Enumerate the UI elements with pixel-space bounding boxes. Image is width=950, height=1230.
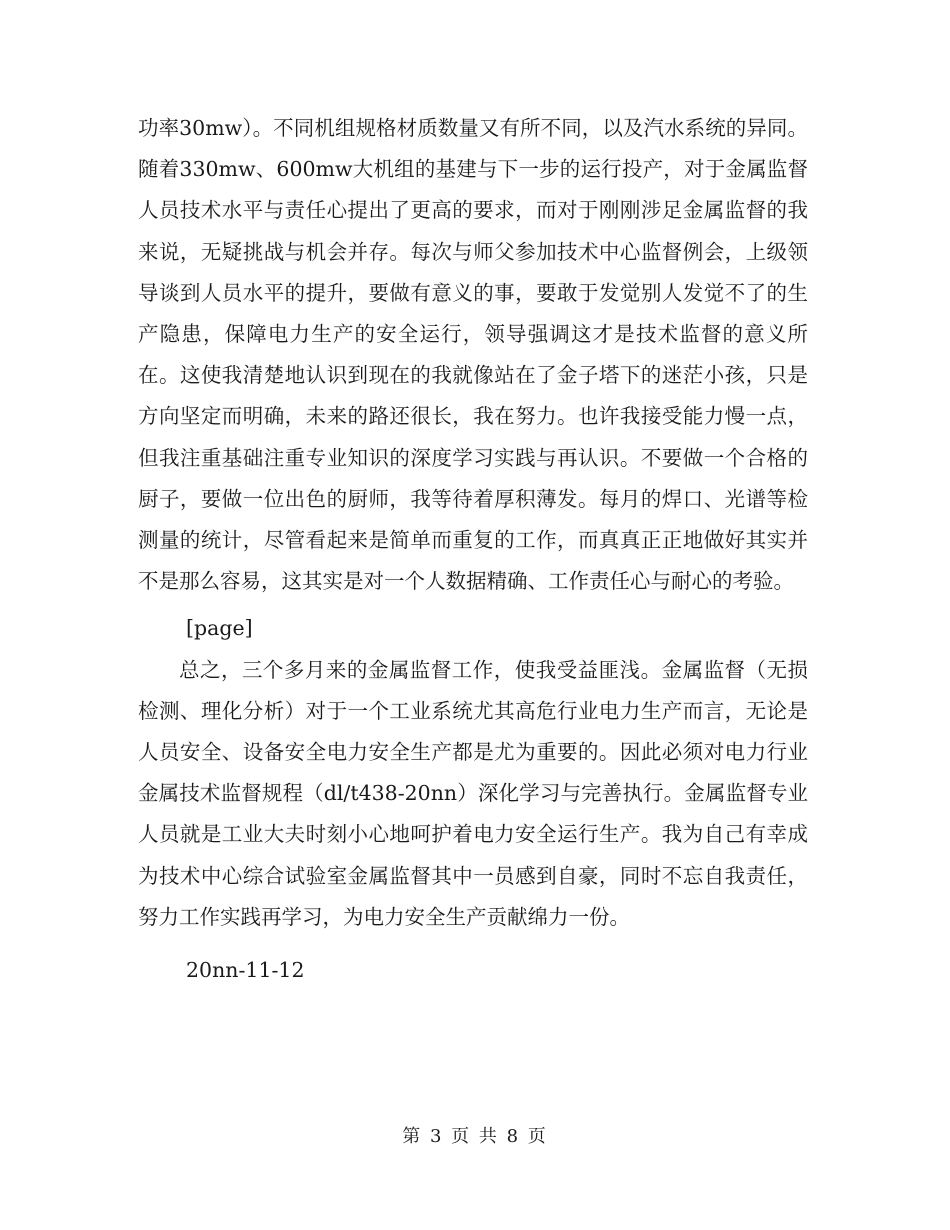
- document-body: [138, 108, 808, 991]
- body-paragraph-continued: 功率30mw）。不同机组规格材质数量又有所不同，以及汽水系统的异同。随着330mw、600mw大机组的基建与下一步的运行投产，对于金属监督人员技术水平与责任心提出了更高的要求，而对于刚刚涉足金属监督的我来说，无疑挑战与机会并存。每次与师父参加技术中心监督例会，上级领导谈到人员水平的提升，要做有意义的事，要敢于发觉别人发觉不了的生产隐患，保障电力生产的安全运行，领导强调这才是技术监督的意义所在。这使我清楚地认识到现在的我就像站在了金子塔下的迷茫小孩，只是方向坚定而明确，未来的路还很长，我在努力。也许我接受能力慢一点，但我注重基础注重专业知识的深度学习实践与再认识。不要做一个合格的厨子，要做一位出色的厨师，我等待着厚积薄发。每月的焊口、光谱等检测量的统计，尽管看起来是简单而重复的工作，而真真正正地做好其实并不是那么容易，这其实是对一个人数据精确、工作责任心与耐心的考验。: [138, 116, 808, 594]
- page-marker: [page]: [186, 616, 253, 641]
- body-paragraph-conclusion: 总之，三个多月来的金属监督工作，使我受益匪浅。金属监督（无损检测、理化分析）对于一个工业系统尤其高危行业电力生产而言，无论是人员安全、设备安全电力安全生产都是尤为重要的。因此必须对电力行业金属技术监督规程（dl/t438-20nn）深化学习与完善执行。金属监督专业人员就是工业大夫时刻小心地呵护着电力安全运行生产。我为自己有幸成为技术中心综合试验室金属监督其中一员感到自豪，同时不忘自我责任，努力工作实践再学习，为电力安全生产贡献绵力一份。: [138, 657, 808, 929]
- document-date: 20nn-11-12: [186, 958, 305, 983]
- page-footer: 第 3 页 共 8 页: [402, 1126, 548, 1147]
